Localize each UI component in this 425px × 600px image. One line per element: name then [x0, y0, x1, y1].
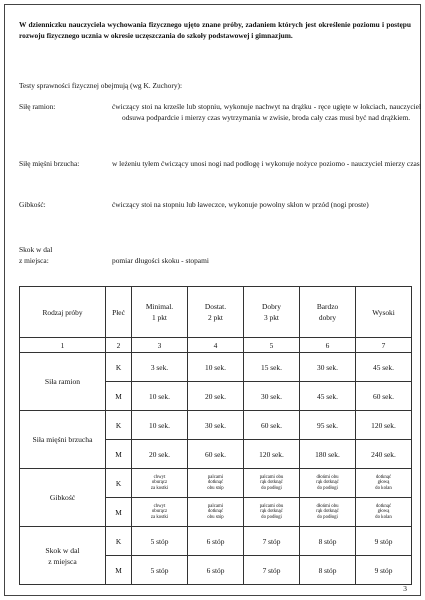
value-cell: 60 sek. — [188, 440, 244, 469]
header-cell: Dobry 3 pkt — [244, 287, 300, 338]
column-number-row — [20, 338, 412, 353]
value-cell: 10 sek. — [132, 382, 188, 411]
value-cell: 9 stóp — [356, 527, 412, 556]
header-cell: Płeć — [106, 287, 132, 338]
header-cell: Rodzaj próby — [20, 287, 106, 338]
value-cell: dłońmi obu rąk dotknąć do podłogi — [300, 498, 356, 527]
value-cell: 180 sek. — [300, 440, 356, 469]
value-cell: chwyt oburącz za kostki — [132, 498, 188, 527]
column-number: 7 — [356, 338, 412, 353]
table-row — [20, 469, 412, 498]
value-cell: 20 sek. — [188, 382, 244, 411]
category-cell: Siła ramion — [20, 353, 106, 411]
column-number: 4 — [188, 338, 244, 353]
value-cell: chwyt oburącz za kostki — [132, 469, 188, 498]
category-cell: Skok w dal z miejsca — [20, 527, 106, 585]
category-cell: Gibkość — [20, 469, 106, 527]
value-cell: 8 stóp — [300, 527, 356, 556]
test-name-line: z miejsca: — [19, 256, 49, 266]
table-row — [20, 353, 412, 382]
sex-cell: K — [106, 353, 132, 382]
value-cell: palcami obu rąk dotknąć do podłogi — [244, 469, 300, 498]
value-cell: 95 sek. — [300, 411, 356, 440]
value-cell: 9 stóp — [356, 556, 412, 585]
value-cell: palcami dotknąć obu stóp — [188, 498, 244, 527]
table-row — [20, 411, 412, 440]
value-cell: 30 sek. — [300, 353, 356, 382]
value-cell: 8 stóp — [300, 556, 356, 585]
column-number: 5 — [244, 338, 300, 353]
value-cell: palcami dotknąć obu stóp — [188, 469, 244, 498]
sex-cell: K — [106, 527, 132, 556]
test-name: Siłę mięśni brzucha: — [19, 159, 80, 168]
page-number: 3 — [403, 584, 407, 593]
sex-cell: K — [106, 469, 132, 498]
sex-cell: M — [106, 498, 132, 527]
value-cell: 120 sek. — [356, 411, 412, 440]
table-row — [20, 527, 412, 556]
tests-title: Testy sprawności fizycznej obejmują (wg K. Zuchory): — [19, 81, 183, 90]
column-number: 6 — [300, 338, 356, 353]
value-cell: 5 stóp — [132, 527, 188, 556]
value-cell: 20 sek. — [132, 440, 188, 469]
test-description: pomiar długości skoku - stopami — [112, 256, 209, 266]
sex-cell: M — [106, 556, 132, 585]
value-cell: 5 stóp — [132, 556, 188, 585]
header-cell: Dostat. 2 pkt — [188, 287, 244, 338]
sex-cell: M — [106, 382, 132, 411]
column-number: 3 — [132, 338, 188, 353]
value-cell: 7 stóp — [244, 556, 300, 585]
value-cell: 15 sek. — [244, 353, 300, 382]
intro-paragraph: W dzienniczku nauczyciela wychowania fizycznego ujęto znane próby, zadaniem których jest określenie poziomu i postępu rozwoju fizycznego ucznia w okresie uczęszczania do szkoły podstawowej i gimnazjum. — [19, 20, 411, 41]
value-cell: 10 sek. — [132, 411, 188, 440]
value-cell: 60 sek. — [244, 411, 300, 440]
value-cell: dłońmi obu rąk dotknąć do podłogi — [300, 469, 356, 498]
value-cell: palcami obu rąk dotknąć do podłogi — [244, 498, 300, 527]
value-cell: 3 sek. — [132, 353, 188, 382]
value-cell: 10 sek. — [188, 353, 244, 382]
value-cell: 240 sek. — [356, 440, 412, 469]
value-cell: 120 sek. — [244, 440, 300, 469]
value-cell: 60 sek. — [356, 382, 412, 411]
test-description: ćwiczący stoi na stopniu lub ławeczce, wykonuje powolny skłon w przód (nogi proste) — [112, 200, 369, 209]
value-cell: 45 sek. — [356, 353, 412, 382]
test-description: ćwiczący stoi na krześle lub stopniu, wykonuje nachwyt na drążku - ręce ugięte w łokciach, nauczyciel odsuwa podpardcie i mierzy czas wytrzymania w zwisie, broda cały czas musi być nad drążkiem. — [112, 102, 421, 123]
column-number: 2 — [106, 338, 132, 353]
value-cell: 30 sek. — [188, 411, 244, 440]
value-cell: 7 stóp — [244, 527, 300, 556]
test-name-line: Skok w dal — [19, 245, 53, 254]
value-cell: 30 sek. — [244, 382, 300, 411]
test-name: Siłę ramion: — [19, 102, 56, 111]
sex-cell: K — [106, 411, 132, 440]
value-cell: dotknąć głową do kolan — [356, 469, 412, 498]
test-name: Gibkość: — [19, 200, 46, 209]
sex-cell: M — [106, 440, 132, 469]
header-cell: Minimal. 1 pkt — [132, 287, 188, 338]
test-name — [19, 244, 111, 266]
category-cell: Siła mięśni brzucha — [20, 411, 106, 469]
test-description: w leżeniu tyłem ćwiczący unosi nogi nad podłogę i wykonuje nożyce poziomo - nauczyciel mierzy czas — [112, 159, 420, 168]
value-cell: 6 stóp — [188, 556, 244, 585]
value-cell: 6 stóp — [188, 527, 244, 556]
column-number: 1 — [20, 338, 106, 353]
table-header-row — [20, 287, 412, 338]
header-cell: Wysoki — [356, 287, 412, 338]
value-cell: 45 sek. — [300, 382, 356, 411]
score-table — [19, 286, 412, 585]
header-cell: Bardzo dobry — [300, 287, 356, 338]
value-cell: dotknąć głową do kolan — [356, 498, 412, 527]
